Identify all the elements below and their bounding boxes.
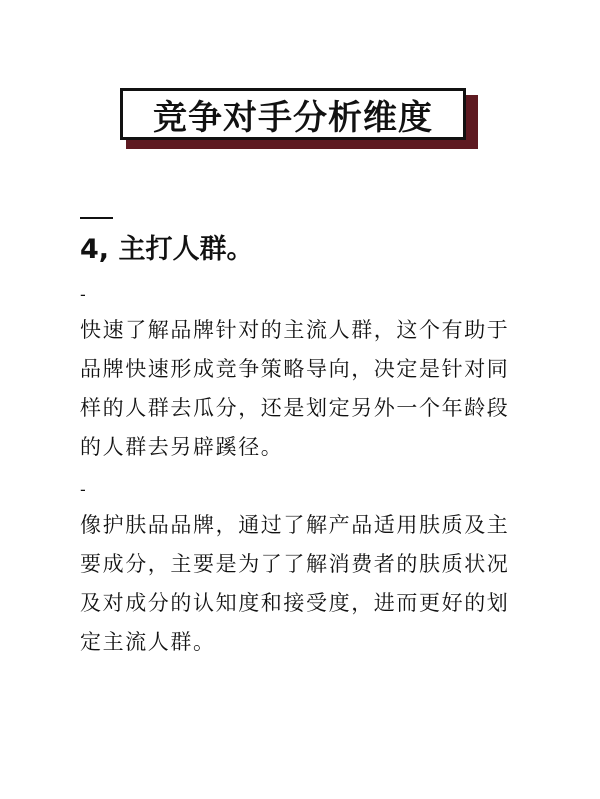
- section-heading: 4, 主打人群。: [80, 234, 254, 265]
- separator-dash-2: -: [80, 480, 86, 499]
- title-box: [120, 88, 466, 140]
- section-rule: [80, 217, 113, 219]
- page-title: 竞争对手分析维度: [153, 97, 433, 138]
- title-card: [120, 88, 472, 142]
- separator-dash-1: -: [80, 285, 86, 304]
- paragraph-1: 快速了解品牌针对的主流人群，这个有助于品牌快速形成竞争策略导向，决定是针对同样的人群去瓜分，还是划定另外一个年龄段的人群去另辟蹊径。: [80, 318, 510, 459]
- paragraph-2: 像护肤品品牌，通过了解产品适用肤质及主要成分，主要是为了了解消费者的肤质状况及对成分的认知度和接受度，进而更好的划定主流人群。: [80, 513, 510, 654]
